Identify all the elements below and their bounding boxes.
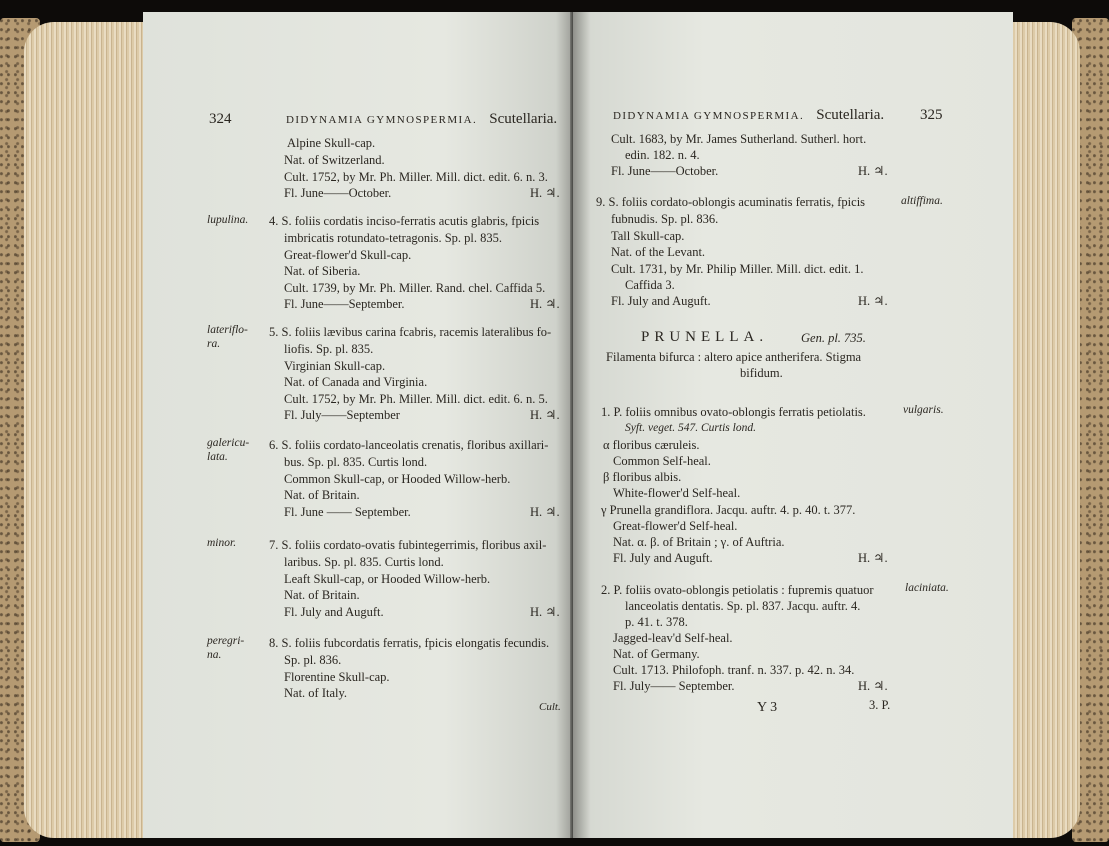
genus-heading: PRUNELLA. (641, 329, 769, 345)
hardiness-mark: H. ♃. (858, 294, 888, 308)
text-line: 9. S. foliis cordato-oblongis acuminatis ferratis, fpicis (596, 195, 866, 209)
text-line: 1. P. foliis omnibus ovato-oblongis ferratis petiolatis. (601, 405, 866, 419)
text-line: Common Skull-cap, or Hooded Willow-herb. (284, 472, 511, 486)
page-edges-right (1010, 22, 1080, 838)
margin-species-name: peregri- (207, 635, 245, 647)
text-line: Nat. of the Levant. (611, 245, 706, 259)
hardiness-mark: H. ♃. (858, 551, 888, 565)
text-line: Nat. of Germany. (613, 647, 700, 661)
hardiness-mark: H. ♃. (530, 297, 560, 311)
genus-character: bifidum. (740, 366, 783, 380)
text-line: Nat. of Siberia. (284, 264, 361, 278)
text-line: Fl. June——October. (284, 186, 392, 200)
text-line: Caffida 3. (625, 278, 675, 292)
text-line: 7. S. foliis cordato-ovatis fubintegerrimis, floribus axil- (269, 538, 547, 552)
running-header-title: DIDYNAMIA GYMNOSPERMIA. (613, 110, 805, 122)
text-line: Cult. 1752, by Mr. Ph. Miller. Mill. dict. edit. 6. n. 5. (284, 392, 548, 406)
hardiness-mark: H. ♃. (530, 505, 560, 519)
page-number: 325 (920, 107, 943, 123)
margin-species-name: vulgaris. (903, 404, 944, 416)
margin-species-name: laciniata. (905, 582, 949, 594)
text-line: Fl. July and Auguft. (611, 294, 711, 308)
text-line: 6. S. foliis cordato-lanceolatis crenatis, floribus axillari- (269, 438, 549, 452)
text-line: Jagged-leav'd Self-heal. (613, 631, 733, 645)
text-line: p. 41. t. 378. (625, 615, 688, 629)
text-line: 2. P. foliis ovato-oblongis petiolatis : fupremis quatuor (601, 583, 874, 597)
text-line: Cult. 1739, by Mr. Ph. Miller. Rand. chel. Caffida 5. (284, 281, 546, 295)
text-line: Fl. July and Auguft. (284, 605, 384, 619)
text-line: β floribus albis. (603, 470, 682, 484)
text-line: Virginian Skull-cap. (284, 359, 386, 373)
text-line: Nat. of Britain. (284, 588, 360, 602)
text-line: Nat. of Switzerland. (284, 153, 385, 167)
text-line: Cult. 1683, by Mr. James Sutherland. Sutherl. hort. (611, 132, 867, 146)
text-line: bus. Sp. pl. 835. Curtis lond. (284, 455, 428, 469)
margin-species-name: minor. (207, 537, 237, 549)
text-line: Cult. 1752, by Mr. Ph. Miller. Mill. dict. edit. 6. n. 3. (284, 170, 548, 184)
page-number: 324 (209, 111, 232, 127)
text-line: Alpine Skull-cap. (287, 136, 376, 150)
text-line: Nat. of Canada and Virginia. (284, 375, 428, 389)
text-line: Great-flower'd Skull-cap. (284, 248, 412, 262)
text-line: Syft. veget. 547. Curtis lond. (625, 422, 756, 434)
margin-species-name: altiffima. (901, 195, 943, 207)
text-line: Great-flower'd Self-heal. (613, 519, 738, 533)
text-line: fubnudis. Sp. pl. 836. (611, 212, 719, 226)
text-line: Cult. 1713. Philofoph. tranf. n. 337. p. 42. n. 34. (613, 663, 855, 677)
running-header-genus: Scutellaria. (489, 111, 558, 127)
catchword: 3. P. (869, 698, 891, 712)
text-line: imbricatis rotundato-tetragonis. Sp. pl. 835. (284, 231, 503, 245)
running-header (286, 112, 557, 128)
hardiness-mark: H. ♃. (530, 605, 560, 619)
text-line: liofis. Sp. pl. 835. (284, 342, 374, 356)
text-line: α floribus cæruleis. (603, 438, 700, 452)
margin-species-name: lateriflo- (207, 324, 248, 336)
margin-species-name: lata. (207, 451, 228, 463)
left-page (143, 12, 573, 838)
text-line: Fl. June——September. (284, 297, 405, 311)
margin-species-name: ra. (207, 338, 221, 350)
running-header (613, 108, 884, 124)
text-line: Fl. July——September (284, 408, 400, 422)
text-line: lanceolatis dentatis. Sp. pl. 837. Jacqu. auftr. 4. (625, 599, 861, 613)
text-line: Fl. June —— September. (284, 505, 411, 519)
hardiness-mark: H. ♃. (858, 679, 888, 693)
running-header-genus: Scutellaria. (816, 107, 885, 123)
right-page (573, 12, 1013, 838)
signature-mark: Y 3 (757, 700, 778, 715)
running-header-title: DIDYNAMIA GYMNOSPERMIA. (286, 114, 478, 126)
text-line: Common Self-heal. (613, 454, 711, 468)
text-line: Sp. pl. 836. (284, 653, 342, 667)
margin-species-name: galericu- (207, 437, 250, 449)
text-line: Tall Skull-cap. (611, 229, 685, 243)
text-line: 8. S. foliis fubcordatis ferratis, fpicis elongatis fecundis. (269, 636, 550, 650)
margin-species-name: na. (207, 649, 222, 661)
hardiness-mark: H. ♃. (858, 164, 888, 178)
margin-species-name: lupulina. (207, 214, 249, 226)
text-line: Nat. α. β. of Britain ; γ. of Auftria. (613, 535, 785, 549)
text-line: γ Prunella grandiflora. Jacqu. auftr. 4. p. 40. t. 377. (601, 503, 856, 517)
text-line: edin. 182. n. 4. (625, 148, 700, 162)
genus-character: Filamenta bifurca : altero apice antherifera. Stigma (606, 350, 862, 364)
catchword: Cult. (539, 701, 561, 713)
text-line: 4. S. foliis cordatis inciso-ferratis acutis glabris, fpicis (269, 214, 540, 228)
text-line: 5. S. foliis lævibus carina fcabris, racemis lateralibus fo- (269, 325, 552, 339)
text-line: Fl. July and Auguft. (613, 551, 713, 565)
text-line: Leaft Skull-cap, or Hooded Willow-herb. (284, 572, 491, 586)
text-line: White-flower'd Self-heal. (613, 486, 741, 500)
text-line: Nat. of Italy. (284, 686, 348, 700)
hardiness-mark: H. ♃. (530, 186, 560, 200)
text-line: Cult. 1731, by Mr. Philip Miller. Mill. dict. edit. 1. (611, 262, 864, 276)
page-edges-left (24, 22, 144, 838)
text-line: Florentine Skull-cap. (284, 670, 390, 684)
text-line: Fl. July—— September. (613, 679, 735, 693)
hardiness-mark: H. ♃. (530, 408, 560, 422)
genus-reference: Gen. pl. 735. (801, 331, 866, 345)
text-line: Nat. of Britain. (284, 488, 360, 502)
text-line: Fl. June——October. (611, 164, 719, 178)
text-line: laribus. Sp. pl. 835. Curtis lond. (284, 555, 444, 569)
